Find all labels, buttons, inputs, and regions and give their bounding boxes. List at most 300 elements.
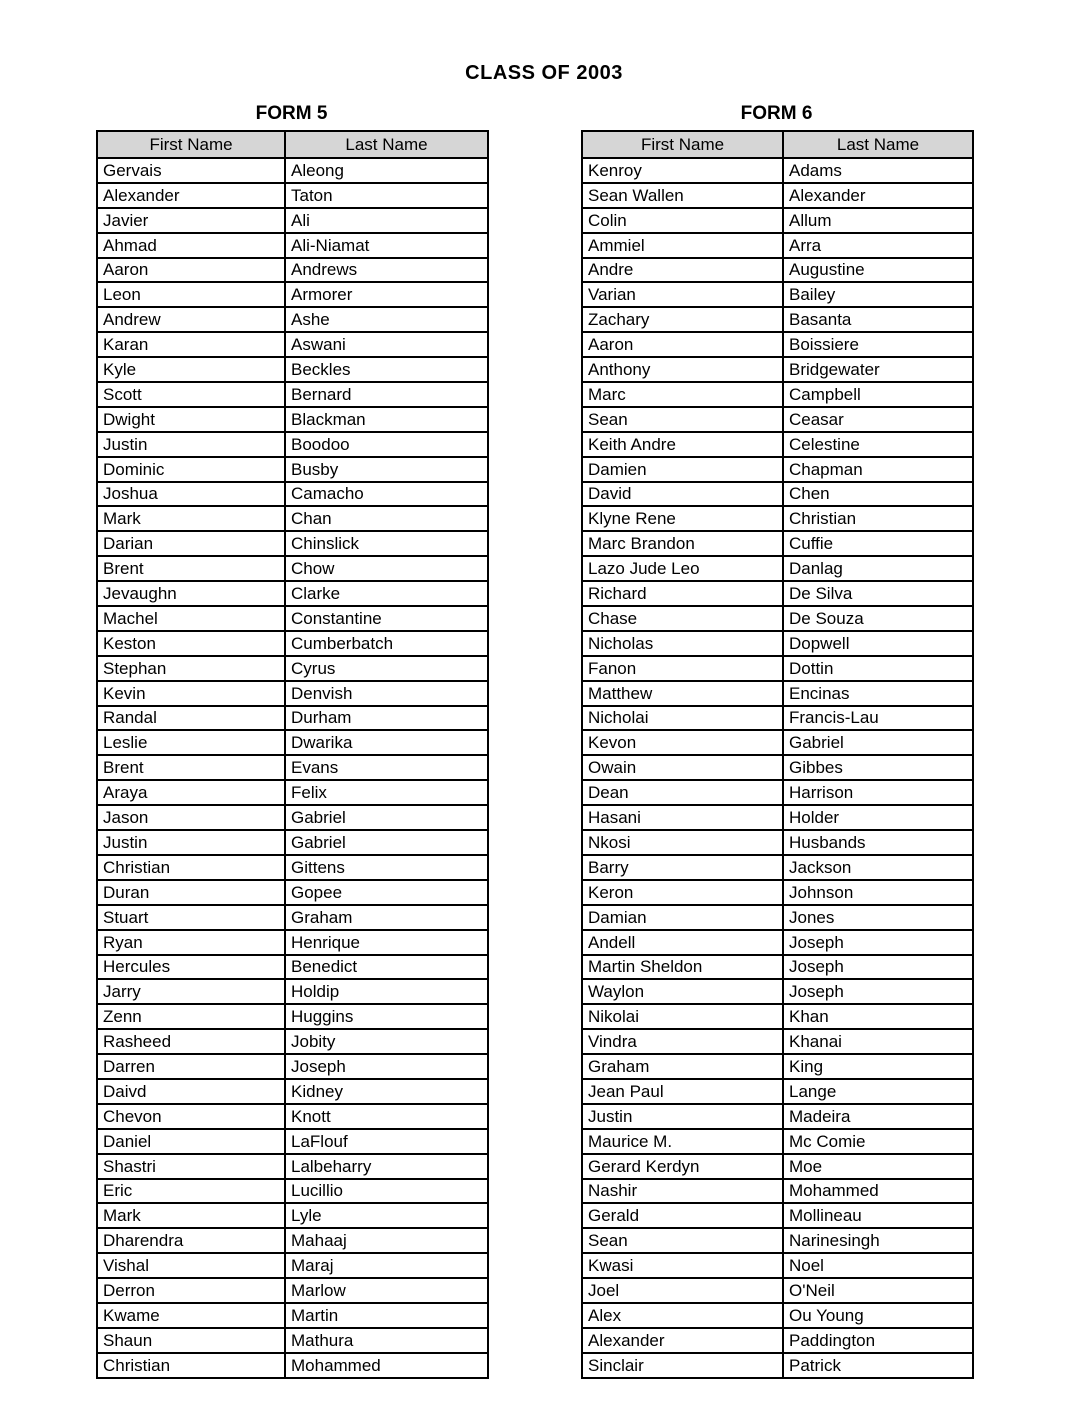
first-name-cell: Chevon <box>97 1104 285 1129</box>
table-row <box>582 282 973 307</box>
table-row <box>582 1253 973 1278</box>
first-name-cell: Leslie <box>97 730 285 755</box>
last-name-cell: Ou Young <box>783 1303 973 1328</box>
table-row <box>97 855 488 880</box>
table-row <box>582 183 973 208</box>
last-name-cell: Graham <box>285 905 488 930</box>
last-name-cell: Camacho <box>285 482 488 507</box>
table-row <box>582 681 973 706</box>
table-row <box>582 506 973 531</box>
table-row <box>582 656 973 681</box>
first-name-cell: Kenroy <box>582 158 783 183</box>
table-row <box>97 506 488 531</box>
last-name-cell: Boissiere <box>783 332 973 357</box>
first-name-cell: Damien <box>582 457 783 482</box>
first-name-cell: Keston <box>97 631 285 656</box>
first-name-cell: Fanon <box>582 656 783 681</box>
first-name-cell: Justin <box>97 432 285 457</box>
last-name-cell: Andrews <box>285 258 488 283</box>
first-name-cell: Duran <box>97 880 285 905</box>
table-row <box>582 755 973 780</box>
last-name-cell: Denvish <box>285 681 488 706</box>
first-name-cell: Nicholas <box>582 631 783 656</box>
first-name-cell: Nkosi <box>582 830 783 855</box>
first-name-cell: Mark <box>97 1203 285 1228</box>
first-name-cell: Barry <box>582 855 783 880</box>
last-name-cell: Husbands <box>783 830 973 855</box>
last-name-cell: Huggins <box>285 1004 488 1029</box>
last-name-cell: Chapman <box>783 457 973 482</box>
first-name-cell: Stuart <box>97 905 285 930</box>
table-row <box>97 905 488 930</box>
table-row <box>97 457 488 482</box>
table-row <box>582 1079 973 1104</box>
first-name-cell: Justin <box>97 830 285 855</box>
last-name-cell: Gittens <box>285 855 488 880</box>
last-name-cell: Joseph <box>783 930 973 955</box>
table-row <box>582 158 973 183</box>
first-name-cell: Darren <box>97 1054 285 1079</box>
first-name-cell: Jevaughn <box>97 581 285 606</box>
last-name-cell: Christian <box>783 506 973 531</box>
table-row <box>582 730 973 755</box>
last-name-cell: Alexander <box>783 183 973 208</box>
form5-heading: FORM 5 <box>255 103 328 124</box>
last-name-cell: Celestine <box>783 432 973 457</box>
table-row <box>97 1129 488 1154</box>
table-row <box>97 1203 488 1228</box>
table-row <box>582 1029 973 1054</box>
last-name-cell: Narinesingh <box>783 1228 973 1253</box>
page-title: CLASS OF 2003 <box>465 62 623 84</box>
table-row <box>97 432 488 457</box>
last-name-cell: Augustine <box>783 258 973 283</box>
first-name-cell: Colin <box>582 208 783 233</box>
table-row <box>97 1079 488 1104</box>
first-name-cell: Javier <box>97 208 285 233</box>
last-name-cell: Durham <box>285 706 488 731</box>
last-name-cell: Henrique <box>285 930 488 955</box>
first-name-cell: Gervais <box>97 158 285 183</box>
first-name-cell: Marc <box>582 382 783 407</box>
table-row <box>582 457 973 482</box>
last-name-cell: Holdip <box>285 979 488 1004</box>
last-name-cell: Arra <box>783 233 973 258</box>
last-name-cell: Cumberbatch <box>285 631 488 656</box>
last-name-cell: De Silva <box>783 581 973 606</box>
last-name-cell: Mohammed <box>285 1353 488 1378</box>
last-name-cell: Cyrus <box>285 656 488 681</box>
table-row <box>582 631 973 656</box>
first-name-cell: Dominic <box>97 457 285 482</box>
first-name-cell: Ryan <box>97 930 285 955</box>
last-name-cell: LaFlouf <box>285 1129 488 1154</box>
first-name-cell: Anthony <box>582 357 783 382</box>
first-name-cell: Kyle <box>97 357 285 382</box>
table-row <box>582 1228 973 1253</box>
table-row <box>582 905 973 930</box>
table-row <box>97 581 488 606</box>
table-row <box>97 282 488 307</box>
table-row <box>97 1353 488 1378</box>
last-name-cell: Bernard <box>285 382 488 407</box>
table-row <box>582 706 973 731</box>
first-name-cell: Kevon <box>582 730 783 755</box>
first-name-cell: Dean <box>582 780 783 805</box>
first-name-cell: Keith Andre <box>582 432 783 457</box>
first-name-cell: Maurice M. <box>582 1129 783 1154</box>
table-row <box>582 556 973 581</box>
table-row <box>97 1029 488 1054</box>
last-name-cell: Dottin <box>783 656 973 681</box>
table-row <box>97 482 488 507</box>
first-name-cell: Sinclair <box>582 1353 783 1378</box>
first-name-cell: Jean Paul <box>582 1079 783 1104</box>
last-name-cell: Harrison <box>783 780 973 805</box>
form5-section <box>96 103 487 1379</box>
last-name-cell: Mathura <box>285 1328 488 1353</box>
first-name-cell: Leon <box>97 282 285 307</box>
table-row <box>97 1004 488 1029</box>
table-row <box>97 382 488 407</box>
table-row <box>97 880 488 905</box>
form5-table <box>96 130 489 1379</box>
last-name-cell: Mohammed <box>783 1179 973 1204</box>
last-name-cell: Encinas <box>783 681 973 706</box>
table-row <box>582 1004 973 1029</box>
first-name-cell: Machel <box>97 606 285 631</box>
last-name-cell: Ali <box>285 208 488 233</box>
table-row <box>582 1328 973 1353</box>
table-row <box>97 1303 488 1328</box>
first-name-cell: Waylon <box>582 979 783 1004</box>
first-name-cell: Brent <box>97 556 285 581</box>
first-name-cell: Shastri <box>97 1154 285 1179</box>
first-name-cell: Lazo Jude Leo <box>582 556 783 581</box>
table-row <box>97 656 488 681</box>
table-row <box>97 730 488 755</box>
last-name-cell: Taton <box>285 183 488 208</box>
header-row <box>97 131 488 158</box>
table-row <box>97 258 488 283</box>
first-name-cell: Justin <box>582 1104 783 1129</box>
first-name-cell: Karan <box>97 332 285 357</box>
table-row <box>97 930 488 955</box>
table-row <box>97 1328 488 1353</box>
first-name-cell: Andrew <box>97 307 285 332</box>
table-row <box>97 1179 488 1204</box>
first-name-cell: Owain <box>582 755 783 780</box>
table-row <box>97 979 488 1004</box>
first-name-cell: Graham <box>582 1054 783 1079</box>
first-name-cell: Nashir <box>582 1179 783 1204</box>
last-name-cell: Dwarika <box>285 730 488 755</box>
first-name-cell: Vishal <box>97 1253 285 1278</box>
last-name-cell: Kidney <box>285 1079 488 1104</box>
table-row <box>582 880 973 905</box>
first-name-cell: Darian <box>97 531 285 556</box>
first-name-cell: Gerald <box>582 1203 783 1228</box>
first-name-cell: Jarry <box>97 979 285 1004</box>
first-name-cell: Nicholai <box>582 706 783 731</box>
last-name-cell: Joseph <box>783 955 973 980</box>
last-name-cell: Jackson <box>783 855 973 880</box>
table-row <box>582 1154 973 1179</box>
first-name-cell: Kwame <box>97 1303 285 1328</box>
table-row <box>97 1104 488 1129</box>
table-row <box>582 531 973 556</box>
last-name-cell: Lyle <box>285 1203 488 1228</box>
table-row <box>97 556 488 581</box>
first-name-cell: Nikolai <box>582 1004 783 1029</box>
table-row <box>97 233 488 258</box>
column-header: Last Name <box>285 131 488 158</box>
last-name-cell: Boodoo <box>285 432 488 457</box>
table-row <box>582 1179 973 1204</box>
table-row <box>582 930 973 955</box>
last-name-cell: Maraj <box>285 1253 488 1278</box>
last-name-cell: Danlag <box>783 556 973 581</box>
form6-heading: FORM 6 <box>740 103 813 124</box>
first-name-cell: Ammiel <box>582 233 783 258</box>
table-row <box>97 805 488 830</box>
table-row <box>97 531 488 556</box>
first-name-cell: Shaun <box>97 1328 285 1353</box>
last-name-cell: Moe <box>783 1154 973 1179</box>
first-name-cell: Mark <box>97 506 285 531</box>
table-row <box>97 1228 488 1253</box>
table-row <box>97 1054 488 1079</box>
table-row <box>97 631 488 656</box>
table-row <box>97 1154 488 1179</box>
table-row <box>582 1129 973 1154</box>
last-name-cell: Chen <box>783 482 973 507</box>
last-name-cell: Bridgewater <box>783 357 973 382</box>
last-name-cell: Holder <box>783 805 973 830</box>
table-row <box>582 855 973 880</box>
table-row <box>582 432 973 457</box>
first-name-cell: Jason <box>97 805 285 830</box>
first-name-cell: David <box>582 482 783 507</box>
table-row <box>582 1203 973 1228</box>
last-name-cell: Ceasar <box>783 407 973 432</box>
first-name-cell: Kwasi <box>582 1253 783 1278</box>
last-name-cell: Jones <box>783 905 973 930</box>
last-name-cell: Mahaaj <box>285 1228 488 1253</box>
last-name-cell: Paddington <box>783 1328 973 1353</box>
last-name-cell: Aswani <box>285 332 488 357</box>
last-name-cell: Madeira <box>783 1104 973 1129</box>
table-row <box>97 830 488 855</box>
last-name-cell: Joseph <box>285 1054 488 1079</box>
first-name-cell: Varian <box>582 282 783 307</box>
last-name-cell: Chinslick <box>285 531 488 556</box>
last-name-cell: Aleong <box>285 158 488 183</box>
last-name-cell: Dopwell <box>783 631 973 656</box>
column-header: First Name <box>582 131 783 158</box>
table-row <box>97 955 488 980</box>
first-name-cell: Chase <box>582 606 783 631</box>
first-name-cell: Dharendra <box>97 1228 285 1253</box>
last-name-cell: Lange <box>783 1079 973 1104</box>
first-name-cell: Richard <box>582 581 783 606</box>
first-name-cell: Rasheed <box>97 1029 285 1054</box>
last-name-cell: Khanai <box>783 1029 973 1054</box>
column-header: First Name <box>97 131 285 158</box>
table-row <box>582 357 973 382</box>
last-name-cell: Khan <box>783 1004 973 1029</box>
last-name-cell: Bailey <box>783 282 973 307</box>
table-row <box>97 158 488 183</box>
last-name-cell: Constantine <box>285 606 488 631</box>
table-row <box>582 1104 973 1129</box>
last-name-cell: O'Neil <box>783 1278 973 1303</box>
first-name-cell: Vindra <box>582 1029 783 1054</box>
table-row <box>97 183 488 208</box>
table-row <box>582 258 973 283</box>
last-name-cell: Gopee <box>285 880 488 905</box>
table-row <box>97 1278 488 1303</box>
table-row <box>582 1054 973 1079</box>
first-name-cell: Sean <box>582 1228 783 1253</box>
last-name-cell: Martin <box>285 1303 488 1328</box>
last-name-cell: Jobity <box>285 1029 488 1054</box>
table-row <box>582 407 973 432</box>
table-row <box>97 780 488 805</box>
first-name-cell: Joshua <box>97 482 285 507</box>
form6-table <box>581 130 974 1379</box>
first-name-cell: Matthew <box>582 681 783 706</box>
table-row <box>582 307 973 332</box>
first-name-cell: Zenn <box>97 1004 285 1029</box>
table-row <box>582 1278 973 1303</box>
table-row <box>582 382 973 407</box>
first-name-cell: Joel <box>582 1278 783 1303</box>
last-name-cell: Mc Comie <box>783 1129 973 1154</box>
table-row <box>582 581 973 606</box>
first-name-cell: Alexander <box>97 183 285 208</box>
first-name-cell: Derron <box>97 1278 285 1303</box>
first-name-cell: Stephan <box>97 656 285 681</box>
last-name-cell: Patrick <box>783 1353 973 1378</box>
form6-section <box>581 103 972 1379</box>
first-name-cell: Martin Sheldon <box>582 955 783 980</box>
table-row <box>97 606 488 631</box>
last-name-cell: Armorer <box>285 282 488 307</box>
last-name-cell: Felix <box>285 780 488 805</box>
first-name-cell: Brent <box>97 755 285 780</box>
first-name-cell: Dwight <box>97 407 285 432</box>
last-name-cell: Knott <box>285 1104 488 1129</box>
last-name-cell: Beckles <box>285 357 488 382</box>
last-name-cell: Chan <box>285 506 488 531</box>
first-name-cell: Gerard Kerdyn <box>582 1154 783 1179</box>
table-row <box>582 979 973 1004</box>
last-name-cell: Ashe <box>285 307 488 332</box>
last-name-cell: Joseph <box>783 979 973 1004</box>
first-name-cell: Andell <box>582 930 783 955</box>
first-name-cell: Keron <box>582 880 783 905</box>
last-name-cell: Cuffie <box>783 531 973 556</box>
last-name-cell: Gabriel <box>783 730 973 755</box>
table-row <box>582 482 973 507</box>
table-row <box>97 681 488 706</box>
first-name-cell: Klyne Rene <box>582 506 783 531</box>
first-name-cell: Damian <box>582 905 783 930</box>
table-row <box>582 1353 973 1378</box>
last-name-cell: Ali-Niamat <box>285 233 488 258</box>
first-name-cell: Andre <box>582 258 783 283</box>
last-name-cell: Basanta <box>783 307 973 332</box>
table-row <box>97 208 488 233</box>
last-name-cell: Gabriel <box>285 805 488 830</box>
table-row <box>97 706 488 731</box>
last-name-cell: King <box>783 1054 973 1079</box>
last-name-cell: Mollineau <box>783 1203 973 1228</box>
header-row <box>582 131 973 158</box>
first-name-cell: Aaron <box>97 258 285 283</box>
first-name-cell: Christian <box>97 1353 285 1378</box>
table-row <box>582 955 973 980</box>
last-name-cell: Lalbeharry <box>285 1154 488 1179</box>
first-name-cell: Araya <box>97 780 285 805</box>
table-row <box>582 332 973 357</box>
first-name-cell: Randal <box>97 706 285 731</box>
last-name-cell: Blackman <box>285 407 488 432</box>
first-name-cell: Daivd <box>97 1079 285 1104</box>
table-row <box>582 830 973 855</box>
last-name-cell: Allum <box>783 208 973 233</box>
last-name-cell: Lucillio <box>285 1179 488 1204</box>
first-name-cell: Kevin <box>97 681 285 706</box>
first-name-cell: Eric <box>97 1179 285 1204</box>
table-row <box>582 208 973 233</box>
table-row <box>97 357 488 382</box>
first-name-cell: Hercules <box>97 955 285 980</box>
first-name-cell: Christian <box>97 855 285 880</box>
table-row <box>582 233 973 258</box>
last-name-cell: Gibbes <box>783 755 973 780</box>
table-row <box>97 755 488 780</box>
table-row <box>97 407 488 432</box>
table-row <box>582 780 973 805</box>
first-name-cell: Ahmad <box>97 233 285 258</box>
column-header: Last Name <box>783 131 973 158</box>
first-name-cell: Sean Wallen <box>582 183 783 208</box>
last-name-cell: Adams <box>783 158 973 183</box>
last-name-cell: Marlow <box>285 1278 488 1303</box>
last-name-cell: Evans <box>285 755 488 780</box>
last-name-cell: Campbell <box>783 382 973 407</box>
first-name-cell: Daniel <box>97 1129 285 1154</box>
first-name-cell: Hasani <box>582 805 783 830</box>
last-name-cell: De Souza <box>783 606 973 631</box>
table-row <box>97 307 488 332</box>
last-name-cell: Busby <box>285 457 488 482</box>
last-name-cell: Chow <box>285 556 488 581</box>
table-row <box>582 1303 973 1328</box>
last-name-cell: Clarke <box>285 581 488 606</box>
first-name-cell: Marc Brandon <box>582 531 783 556</box>
table-row <box>582 606 973 631</box>
last-name-cell: Benedict <box>285 955 488 980</box>
first-name-cell: Scott <box>97 382 285 407</box>
first-name-cell: Zachary <box>582 307 783 332</box>
last-name-cell: Noel <box>783 1253 973 1278</box>
last-name-cell: Gabriel <box>285 830 488 855</box>
last-name-cell: Francis-Lau <box>783 706 973 731</box>
table-row <box>582 805 973 830</box>
